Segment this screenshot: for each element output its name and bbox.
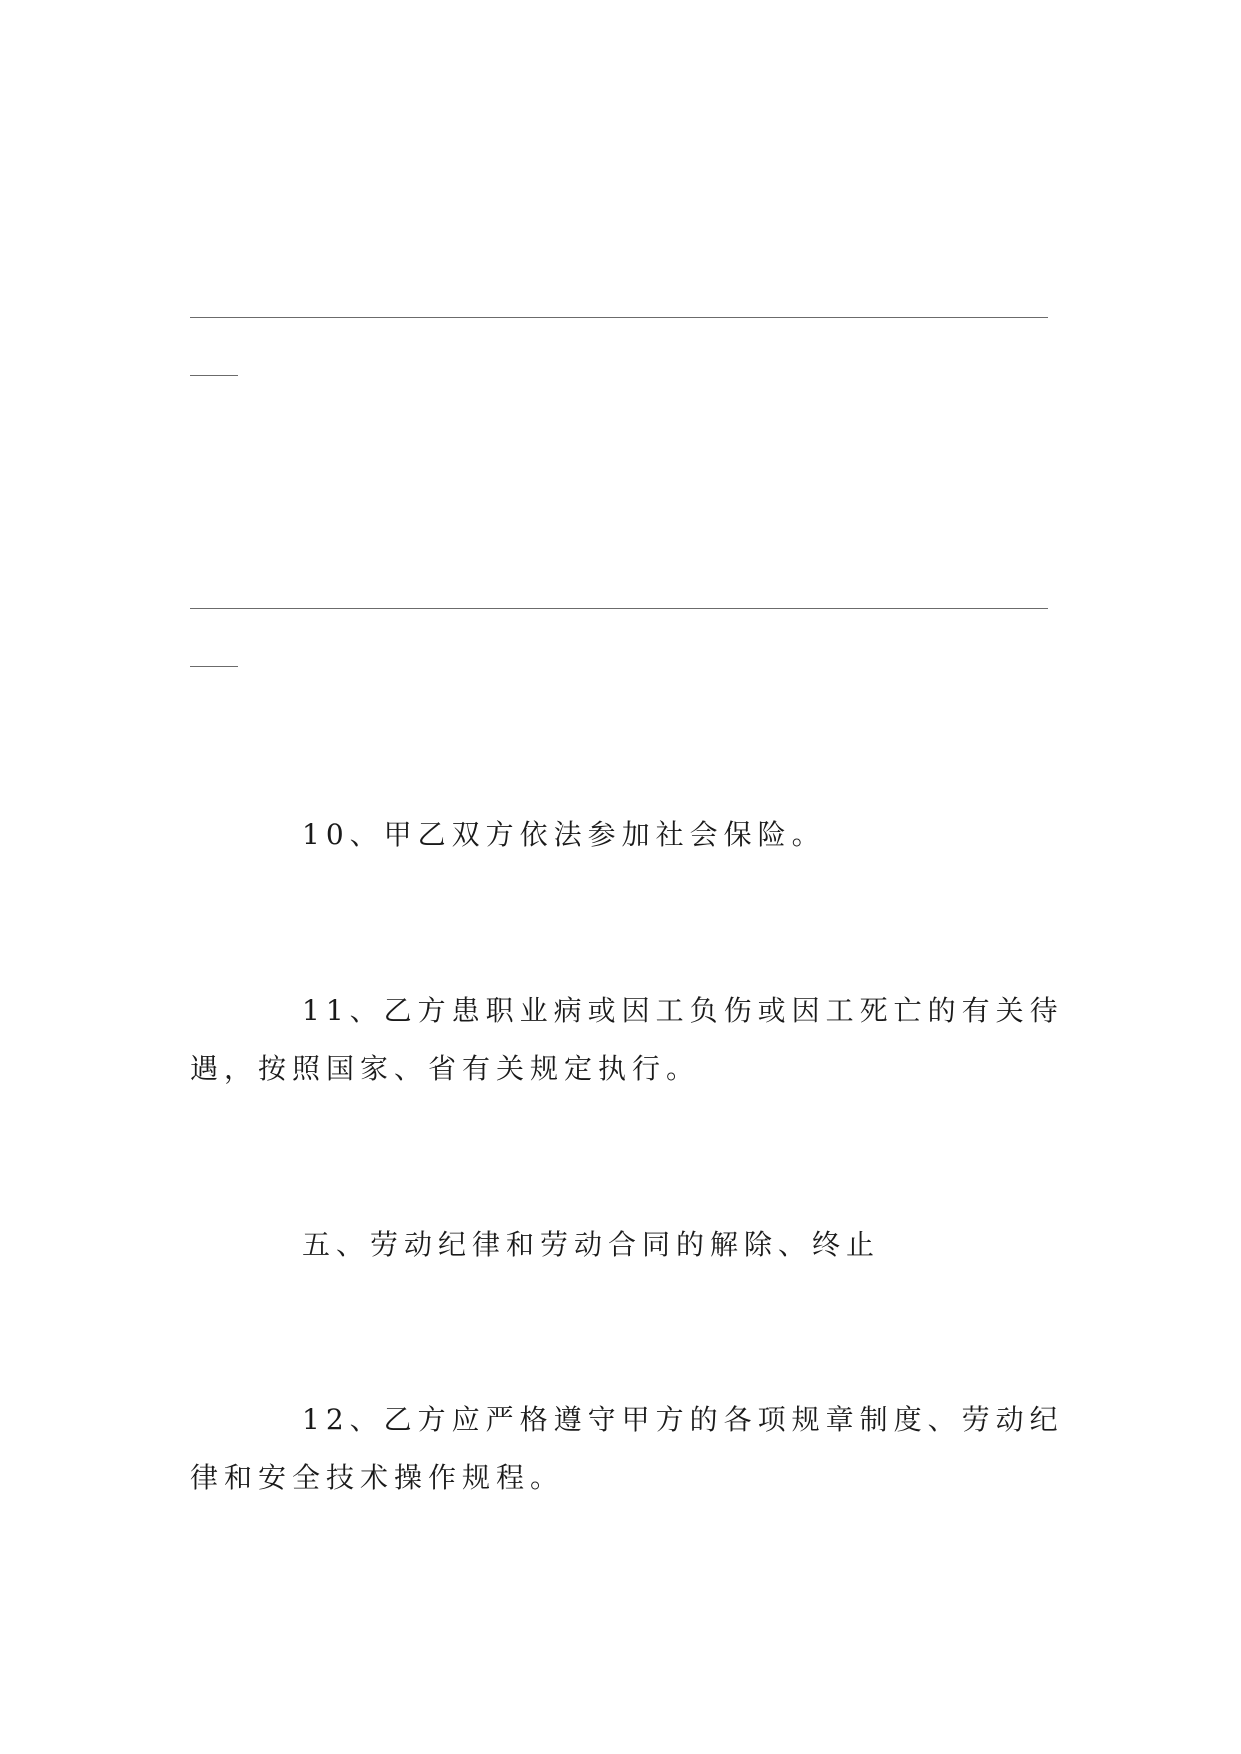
fill-in-line-2-continuation: [190, 666, 238, 667]
fill-in-line-1-continuation: [190, 375, 238, 376]
clause-11: 11、乙方患职业病或因工负伤或因工死亡的有关待遇，按照国家、省有关规定执行。: [190, 994, 1064, 1085]
fill-in-line-1: [190, 317, 1048, 318]
clause-10: 10、甲乙双方依法参加社会保险。: [302, 818, 826, 851]
clause-12: 12、乙方应严格遵守甲方的各项规章制度、劳动纪律和安全技术操作规程。: [190, 1403, 1064, 1494]
section-heading-5: 五、劳动纪律和劳动合同的解除、终止: [302, 1228, 881, 1261]
fill-in-line-2: [190, 608, 1048, 609]
